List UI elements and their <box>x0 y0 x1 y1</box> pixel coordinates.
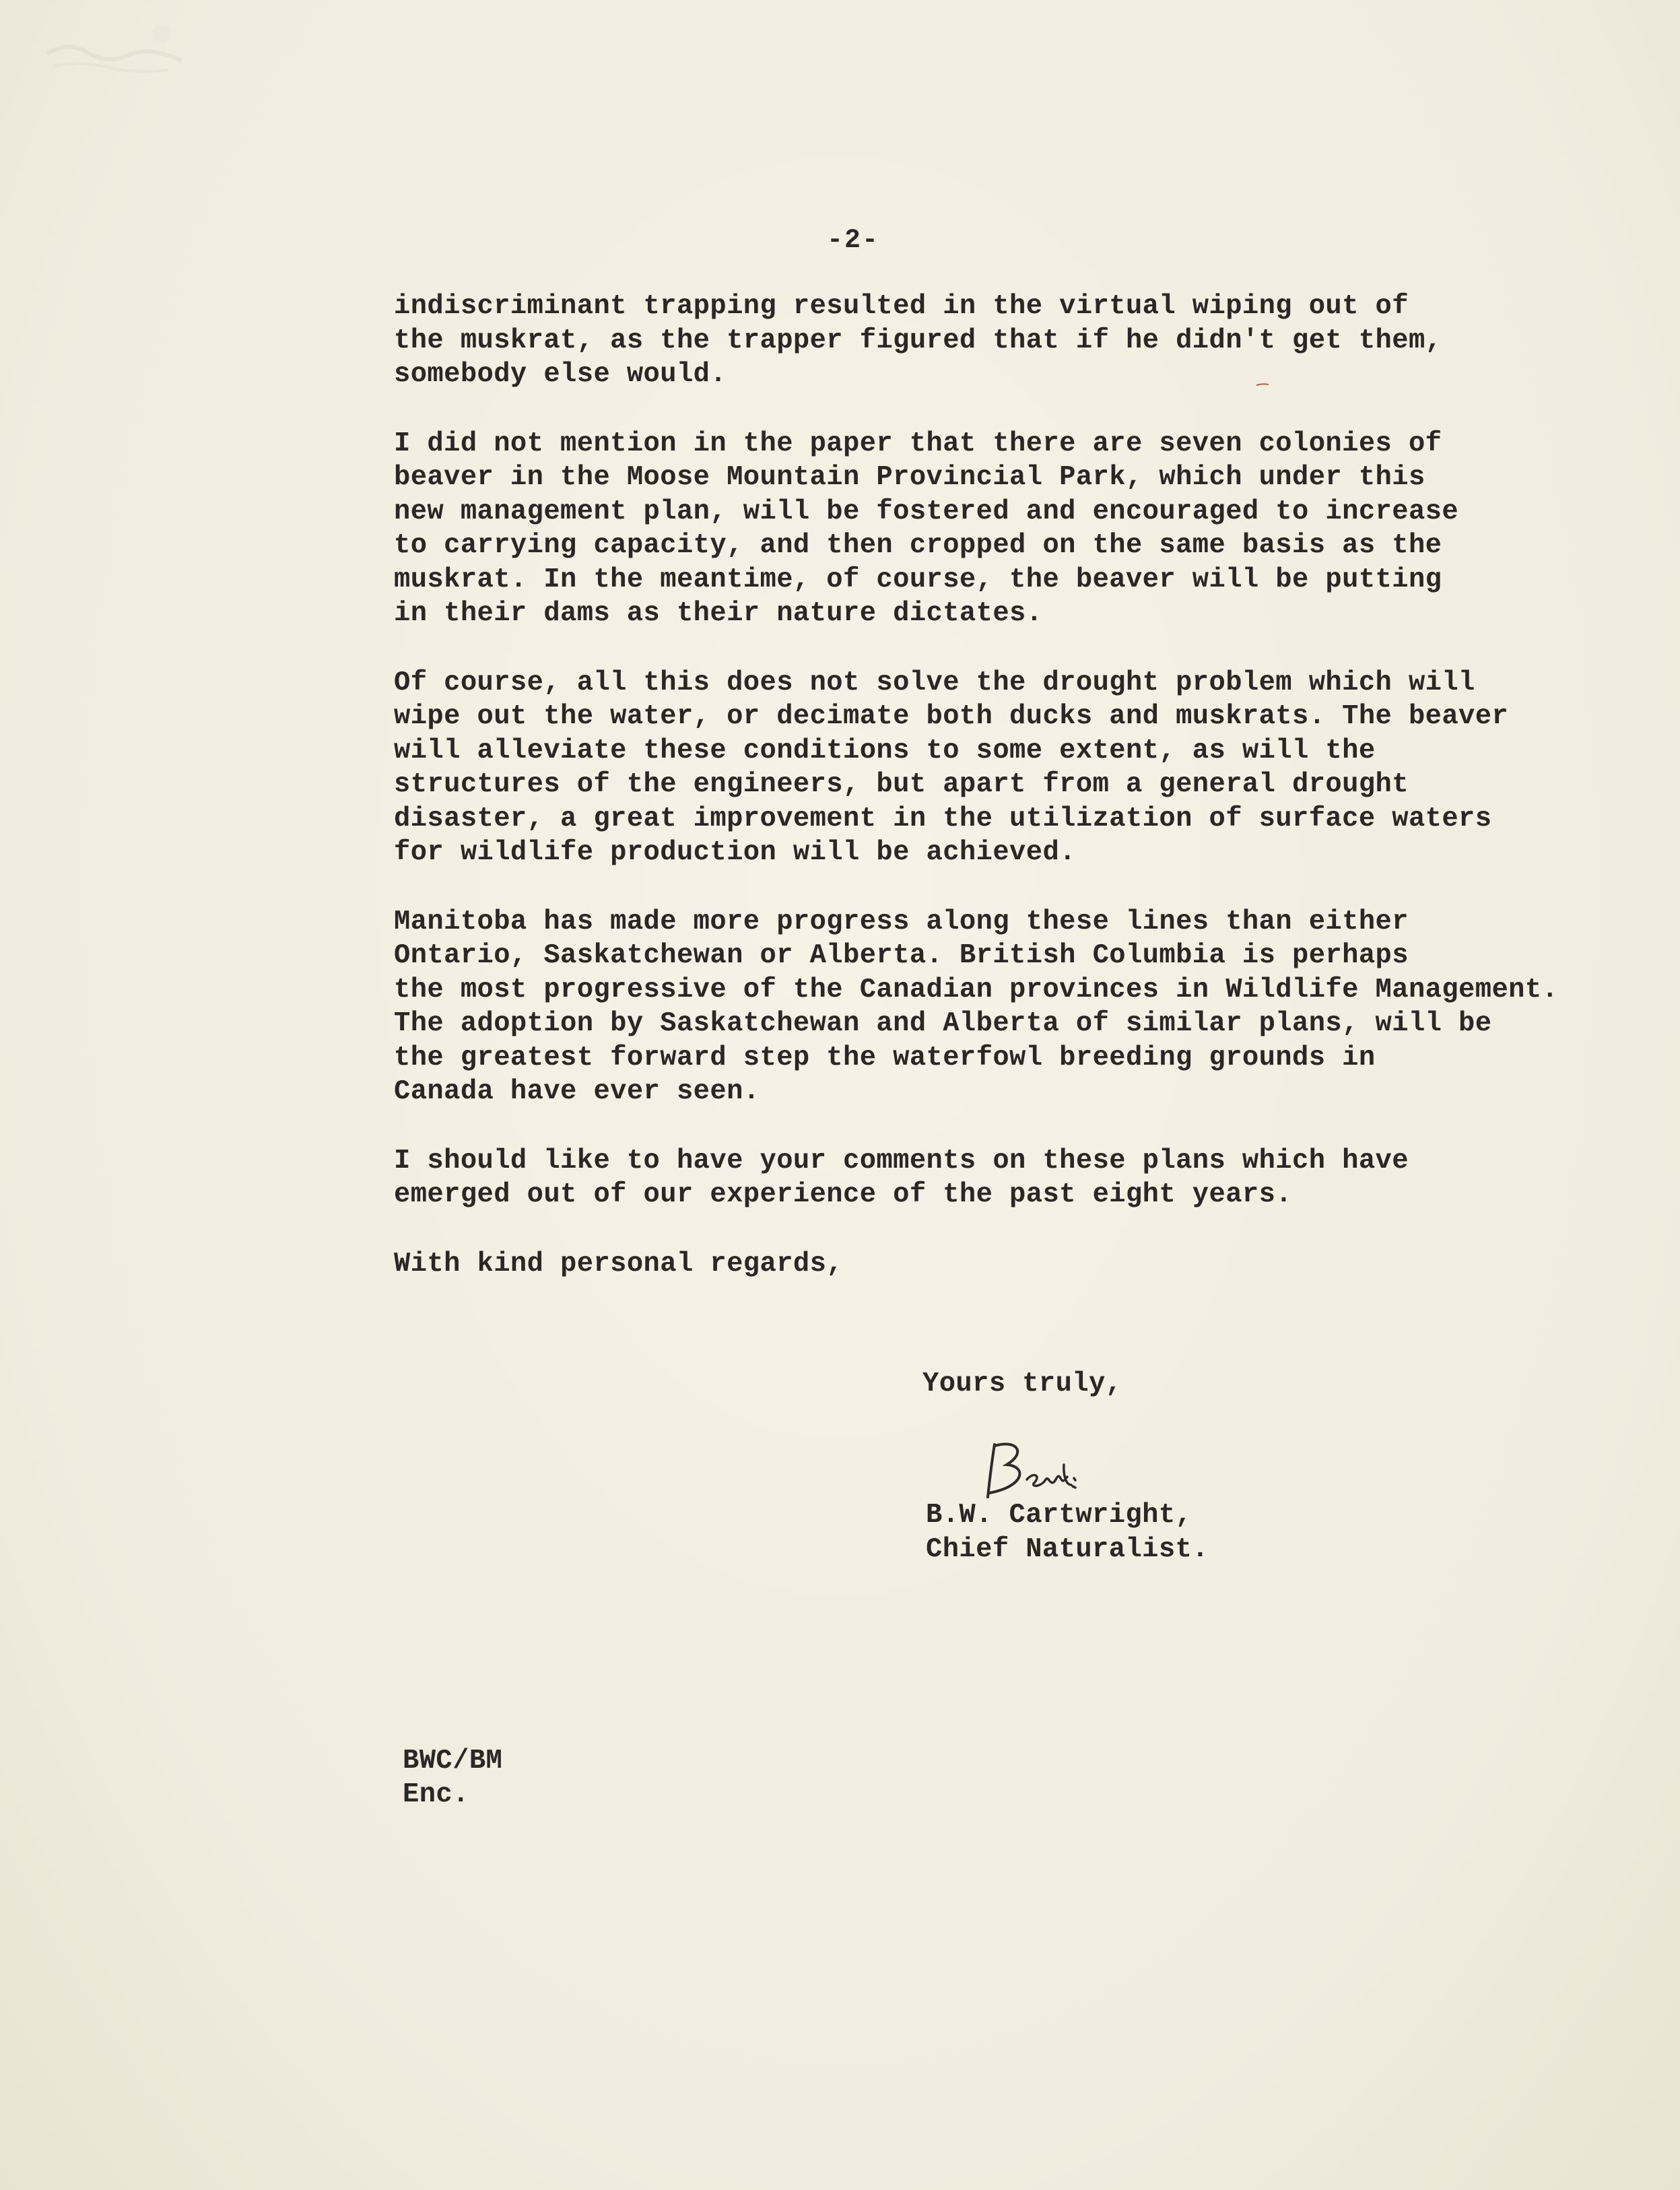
text-line: will alleviate these conditions to some extent, as will the <box>394 735 1376 766</box>
text-line: Ontario, Saskatchewan or Alberta. British Columbia is perhaps <box>394 940 1409 971</box>
handwritten-signature <box>980 1438 1114 1502</box>
text-line: indiscriminant trapping resulted in the virtual wiping out of <box>394 291 1409 322</box>
paragraph-4 <box>394 905 1559 1109</box>
text-line: beaver in the Moose Mountain Provincial Park, which under this <box>394 462 1425 493</box>
text-line: structures of the engineers, but apart from a general drought <box>394 769 1409 800</box>
text-line: muskrat. In the meantime, of course, the beaver will be putting <box>394 564 1442 595</box>
signer-block <box>926 1498 1209 1566</box>
signer-title: Chief Naturalist. <box>926 1533 1209 1565</box>
red-pencil-mark <box>1256 383 1269 387</box>
paragraph-2 <box>394 427 1539 631</box>
text-line: for wildlife production will be achieved. <box>394 837 1076 868</box>
paragraph-1 <box>394 290 1539 392</box>
closing-line: Yours truly, <box>922 1368 1122 1399</box>
text-line: Of course, all this does not solve the drought problem which will <box>394 667 1475 698</box>
paragraph-3 <box>394 666 1539 870</box>
text-line: The adoption by Saskatchewan and Alberta of similar plans, will be <box>394 1008 1492 1039</box>
text-line: Canada have ever seen. <box>394 1076 760 1107</box>
reference-block <box>403 1744 502 1812</box>
reference-initials: BWC/BM <box>403 1746 503 1777</box>
text-line: the muskrat, as the trapper figured that if he didn't get them, <box>394 325 1442 356</box>
paragraph-5 <box>394 1144 1539 1212</box>
text-line: new management plan, will be fostered and encouraged to increase <box>394 496 1459 527</box>
text-line: the greatest forward step the waterfowl breeding grounds in <box>394 1042 1376 1073</box>
signer-name: B.W. Cartwright, <box>926 1500 1192 1531</box>
page-number: -2- <box>827 226 880 256</box>
text-line: in their dams as their nature dictates. <box>394 598 1043 629</box>
closing <box>922 1367 1122 1401</box>
text-line: I should like to have your comments on these plans which have <box>394 1145 1409 1176</box>
text-line: emerged out of our experience of the past eight years. <box>394 1179 1293 1210</box>
letter-body <box>394 290 1559 1316</box>
text-line: to carrying capacity, and then cropped on the same basis as the <box>394 530 1442 561</box>
text-line: wipe out the water, or decimate both ducks and muskrats. The beaver <box>394 701 1509 732</box>
text-line: disaster, a great improvement in the utilization of surface waters <box>394 803 1492 834</box>
text-line: I did not mention in the paper that there are seven colonies of <box>394 428 1442 459</box>
text-line: With kind personal regards, <box>394 1248 844 1280</box>
text-line: Manitoba has made more progress along these lines than either <box>394 906 1409 937</box>
text-line: somebody else would. <box>394 359 727 390</box>
text-line: the most progressive of the Canadian provinces in Wildlife Management. <box>394 974 1559 1005</box>
paragraph-6 <box>394 1247 1539 1282</box>
enclosure-note: Enc. <box>403 1779 469 1810</box>
paper-stain-mark <box>40 13 195 74</box>
